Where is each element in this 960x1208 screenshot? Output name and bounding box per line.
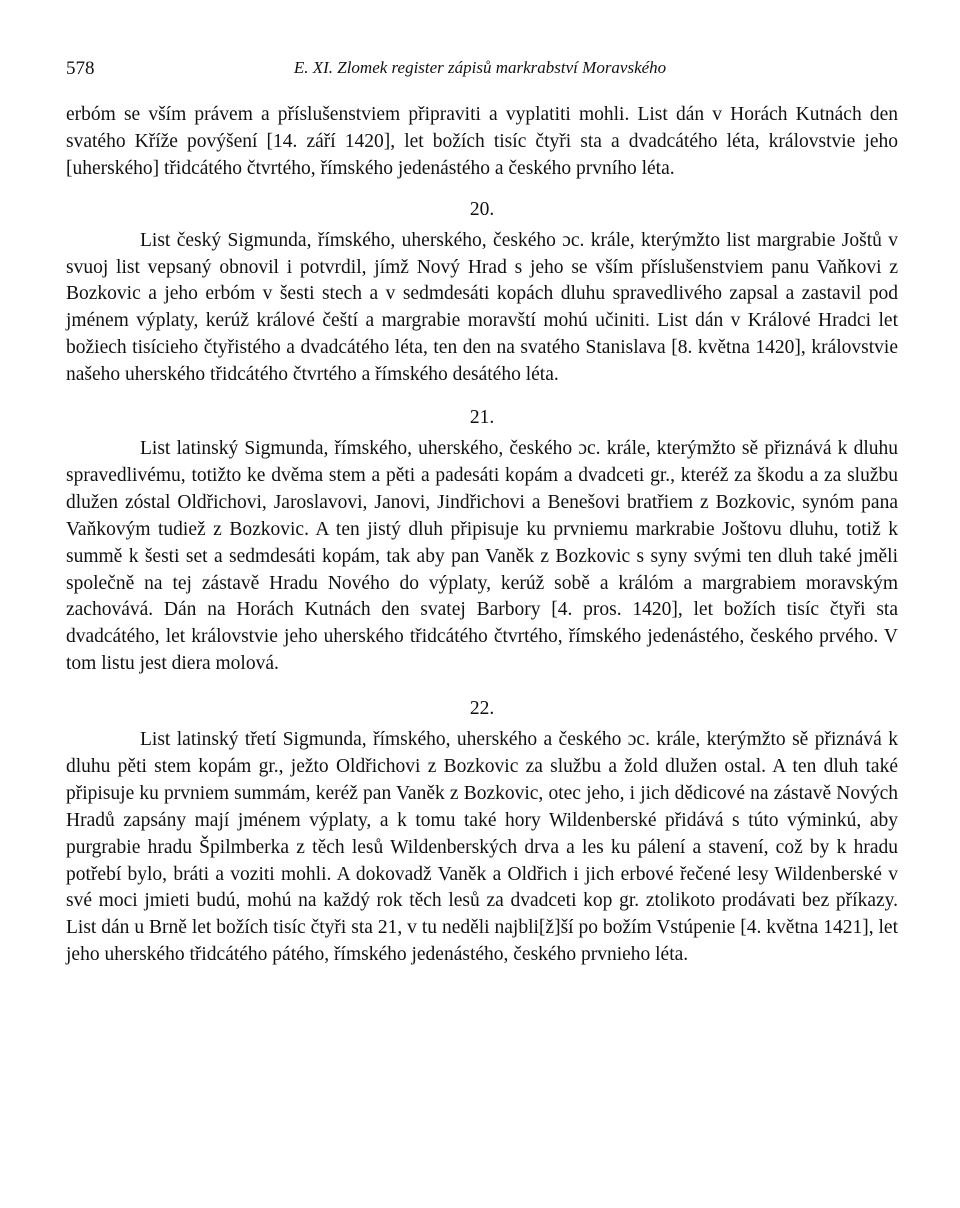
paragraph-continued: erbóm se vším právem a příslušenstviem připraviti a vyplatiti mohli. List dán v Horách Kutnách den svatého Kříže povýšení [14. září 1420], let božích tisíc čtyři sta a dvadcátého léta, královstvie jeho [uherského] třidcátého čtvrtého, římského jedenástého a českého prvního léta. [66, 104, 898, 179]
entry-21-text: List latinský Sigmunda, římského, uherského, českého ɔc. krále, kterýmžto sě přiznává k dluhu spravedlivému, totižto ke dvěma stem a pěti a padesáti kopám a dvadceti gr., kteréž za škodu a za službu dlužen zóstal Oldřichovi, Jaroslavovi, Janovi, Jindřichovi a Benešovi bratřiem z Bozkovic, synóm pana Vaňkovým tudiež z Bozkovic. A ten jistý dluh připisuje ku prvniemu markrabie Joštovu dluhu, totiž k summě k šesti set a sedmdesáti kopám, tak aby pan Vaněk z Bozkovic s syny svými ten dluh také jměli společně na tej zástavě Hradu Nového do výplaty, kerúž sobě a králóm a margrabiem moravským zachovává. Dán na Horách Kutnách den svatej Barbory [4. pros. 1420], let božích tisíc čtyři sta dvadcátého, let královstvie jeho uherského třidcátého čtvrtého, římského jedenástého, českého prvého. V tom listu jest diera molová. [66, 437, 898, 675]
entry-number-20: 20. [469, 198, 495, 220]
entry-number-22: 22. [469, 698, 495, 720]
page-number: 578 [66, 58, 95, 79]
entry-22-text: List latinský třetí Sigmunda, římského, uherského a českého ɔc. krále, kterýmžto sě přiznává k dluhu pěti stem kopám gr., ježto Oldřichovi z Bozkovic za službu a žold dlužen ostal. A ten dluh také připisuje ku prvniem summám, keréž pan Vaněk z Bozkovic, otec jeho, i jich dědicové na zástavě Nových Hradů zapsány mají jménem výplaty, a k tomu také hory Wildenberské přidává s túto výminkú, aby purgrabie hradu Špilmberka z těch lesů Wildenberských drva a les ku pálení a stavení, což by k hradu potřebí bylo, bráti a voziti mohli. A dokovadž Vaněk a Oldřich i jich erbové řečené lesy Wildenberské v své moci jmieti budú, mohú na každý rok těch lesů za dvadceti kop gr. ztolikoto prodávati bez příkazy. List dán u Brně let božích tisíc čtyři sta 21, v tu neděli najbli[ž]ší po božím Vstúpenie [4. května 1421], let jeho uherského třidcátého pátého, římského jedenástého, českého prvnieho léta. [66, 729, 898, 966]
entry-number-21: 21. [469, 407, 495, 429]
page-header [66, 58, 894, 88]
document-body [66, 102, 898, 969]
running-title: E. XI. Zlomek register zápisů markrabství Moravského [293, 58, 667, 77]
entry-20-text: List český Sigmunda, římského, uherského, českého ɔc. krále, kterýmžto list margrabie Joštů v svuoj list vepsaný obnovil i potvrdil, jímž Nový Hrad s jeho se vším příslušenstviem panu Vaňkovi z Bozkovic a jeho erbóm v šesti stech a v sedmdesáti kopách dluhu spravedlivého zapsal a zastavil pod jménem výplaty, kerúž králové čeští a margrabie moravští mohú učiniti. List dán v Králové Hradci let božiech tisícieho čtyřistého a dvadcátého léta, ten den na svatého Stanislava [8. května 1420], královstvie našeho uherského třidcátého čtvrtého a římského desátého léta. [66, 229, 898, 386]
